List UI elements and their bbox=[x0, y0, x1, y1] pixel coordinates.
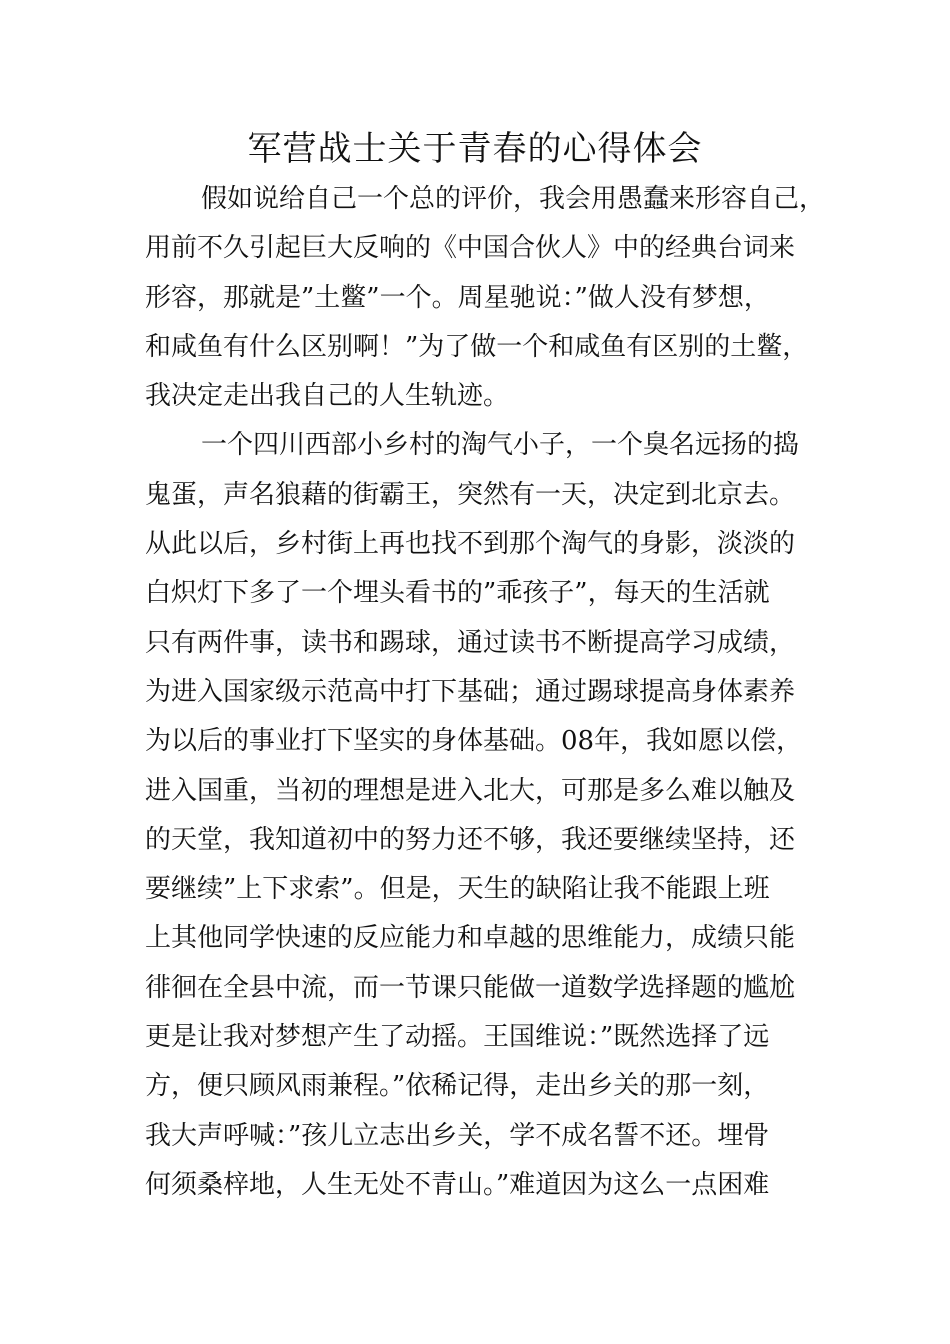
text-line: 形容，那就是”土鳖”一个。周星驰说：”做人没有梦想， bbox=[145, 282, 770, 313]
text-line: 和咸鱼有什么区别啊！”为了做一个和咸鱼有区别的土鳖， bbox=[145, 331, 809, 362]
text-line: 方，便只顾风雨兼程。”依稀记得，走出乡关的那一刻， bbox=[145, 1071, 770, 1102]
text-line: 从此以后，乡村街上再也找不到那个淘气的身影，淡淡的 bbox=[145, 529, 796, 560]
text-line: 何须桑梓地，人生无处不青山。”难道因为这么一点困难 bbox=[145, 1169, 770, 1200]
text-line: 上其他同学快速的反应能力和卓越的思维能力，成绩只能 bbox=[145, 923, 796, 954]
text-line: 只有两件事，读书和踢球，通过读书不断提高学习成绩， bbox=[145, 627, 796, 658]
document-title: 军营战士关于青春的心得体会 bbox=[247, 129, 703, 169]
text-line: 我大声呼喊：”孩儿立志出乡关，学不成名誓不还。埋骨 bbox=[145, 1120, 770, 1151]
text-line: 白炽灯下多了一个埋头看书的”乖孩子”，每天的生活就 bbox=[145, 578, 770, 609]
paragraph-2 bbox=[145, 421, 810, 1210]
text-line: 进入国重，当初的理想是进入北大，可那是多么难以触及 bbox=[145, 775, 796, 806]
text-line: 为以后的事业打下坚实的身体基础。08年，我如愿以偿， bbox=[145, 726, 803, 757]
text-line: 假如说给自己一个总的评价，我会用愚蠢来形容自己， bbox=[201, 184, 826, 214]
text-line: 我决定走出我自己的人生轨迹。 bbox=[145, 381, 510, 412]
paragraph-1 bbox=[145, 175, 826, 421]
text-line: 鬼蛋，声名狼藉的街霸王，突然有一天，决定到北京去。 bbox=[145, 479, 796, 510]
text-line: 更是让我对梦想产生了动摇。王国维说：”既然选择了远 bbox=[145, 1022, 770, 1053]
document-body bbox=[145, 175, 826, 1210]
text-line: 为进入国家级示范高中打下基础；通过踢球提高身体素养 bbox=[145, 676, 796, 707]
text-line: 徘徊在全县中流，而一节课只能做一道数学选择题的尴尬 bbox=[145, 972, 796, 1003]
text-line: 要继续”上下求索”。但是，天生的缺陷让我不能跟上班 bbox=[145, 874, 770, 905]
text-line: 的天堂，我知道初中的努力还不够，我还要继续坚持，还 bbox=[145, 824, 796, 855]
text-line: 用前不久引起巨大反响的《中国合伙人》中的经典台词来 bbox=[145, 233, 796, 264]
text-line: 一个四川西部小乡村的淘气小子，一个臭名远扬的捣 bbox=[201, 430, 800, 461]
